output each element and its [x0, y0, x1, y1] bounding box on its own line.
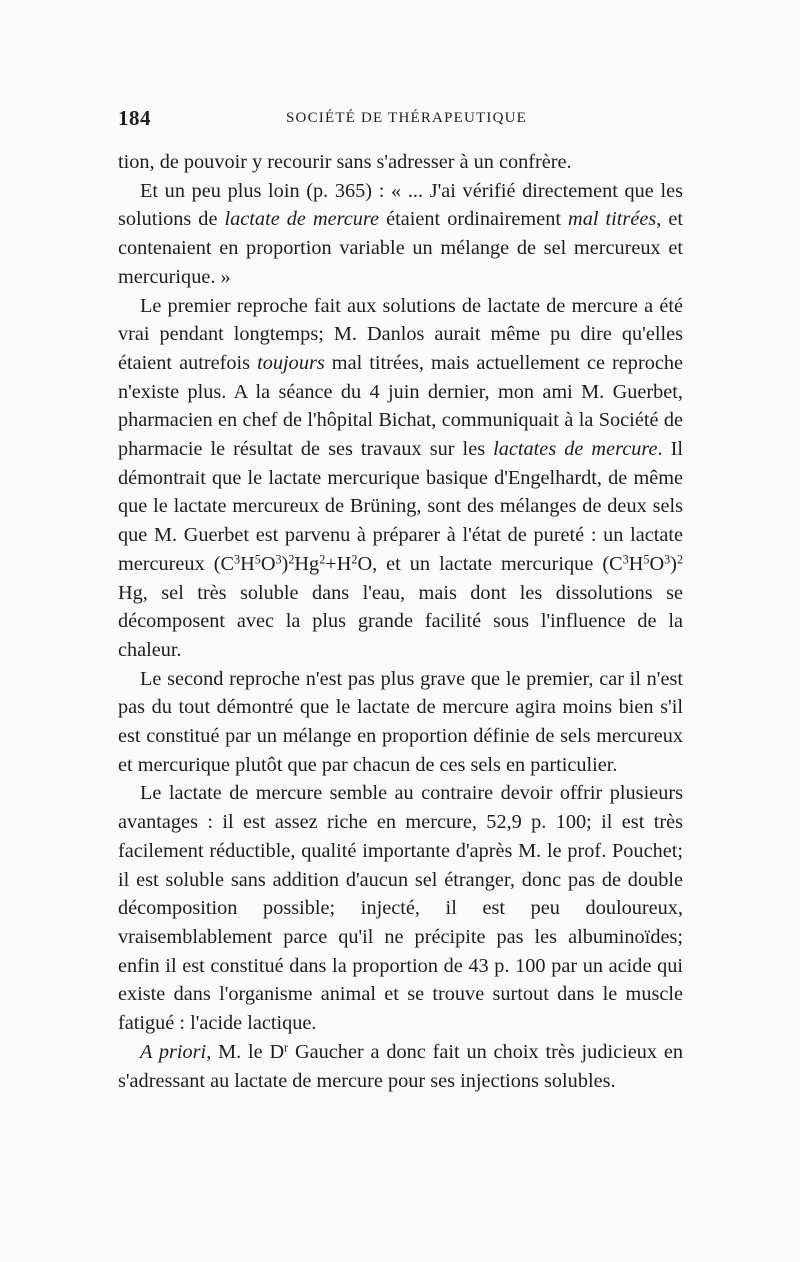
italic-text: toujours — [257, 351, 325, 374]
superscript: 5 — [643, 552, 650, 567]
body-text — [118, 148, 683, 1095]
italic-text: A priori — [140, 1040, 207, 1063]
paragraph — [118, 779, 683, 1037]
text-run: O, et un lactate mercurique (C — [357, 552, 623, 575]
text-run: O — [260, 552, 276, 575]
italic-text: lactates de mercure — [493, 438, 658, 461]
text-run: H — [240, 552, 255, 575]
paragraph — [118, 177, 683, 292]
text-run: Hg — [294, 552, 320, 575]
text-run: Le premier reproche fait aux solutions de lactate de mercure a été vrai pendant longtemps; M. Danlos aurait même pu dire qu'elles étaient autrefois — [118, 294, 683, 374]
italic-text: lactate de mercure — [224, 208, 380, 231]
text-run: O — [649, 552, 665, 575]
text-run: étaient ordinairement — [379, 208, 569, 231]
text-run: H — [628, 552, 644, 575]
text-run: , et contenaient en proportion variable un mélange de sel mercureux et mercurique. » — [118, 208, 684, 288]
text-run: mal titrées, mais actuellement ce reproche n'existe plus. A la séance du 4 juin dernier, mon ami M. Guerbet, pharmacien en chef de l'hôpital Bichat, communiquait à la Société de pharmacie le résultat de ses travaux sur les — [118, 351, 683, 461]
paragraph — [118, 292, 683, 665]
superscript: 3 — [664, 552, 671, 567]
text-run: Le lactate de mercure semble au contraire devoir offrir plusieurs avantages : il est assez riche en mercure, 52,9 p. 100; il est très facilement réductible, qualité importante d'après M. le prof. Pouchet; il est soluble sans addition d'aucun sel étranger, donc pas de double décomposition possible; injecté, il est peu douloureux, vraisemblablement parce qu'il ne précipite pas les albuminoïdes; enfin il est constitué dans la proportion de 43 p. 100 par un acide qui existe dans l'organisme animal et se trouve surtout dans le muscle fatigué : l'acide lactique. — [118, 782, 683, 1035]
page-number: 184 — [118, 106, 151, 130]
text-run: Hg, sel très soluble dans l'eau, mais dont les dissolutions se décomposent avec la plus grande facilité sous l'influence de la chaleur. — [118, 581, 683, 661]
text-run: tion, de pouvoir y recourir sans s'adresser à un confrère. — [118, 151, 572, 173]
text-run: Le second reproche n'est pas plus grave que le premier, car il n'est pas du tout démontré que le lactate de mercure agira moins bien s'il est constitué par un mélange en proportion définie de sels mercureux et mercurique plutôt que par chacun de ces sels en particulier. — [118, 667, 683, 776]
paragraph — [118, 665, 683, 780]
paragraph — [118, 1038, 683, 1095]
superscript: 5 — [254, 552, 261, 567]
superscript: 3 — [622, 552, 629, 567]
text-run: +H — [325, 552, 352, 575]
italic-text: mal titrées — [568, 208, 657, 231]
text-run: ) — [281, 552, 289, 575]
text-run: ) — [670, 552, 677, 575]
page-header — [118, 106, 683, 136]
text-run: , M. le D — [206, 1040, 285, 1063]
superscript: 2 — [288, 552, 295, 567]
superscript: 2 — [351, 552, 358, 567]
superscript: 2 — [319, 552, 326, 567]
superscript: 3 — [275, 552, 282, 567]
text-run: . Il démontrait que le lactate mercurique basique d'Engelhardt, de même que le lactate mercureux de Brüning, sont des mélanges de deux sels que M. Guerbet est parvenu à préparer à l'état de pureté : un lactate mercureux (C — [118, 438, 683, 575]
text-run: Gaucher a donc fait un choix très judicieux en s'adressant au lactate de mercure pour ses injections solubles. — [118, 1040, 683, 1092]
superscript: r — [284, 1040, 289, 1055]
text-run: Et un peu plus loin (p. 365) : « ... J'ai vérifié directement que les solutions de — [118, 179, 683, 231]
superscript: 2 — [676, 552, 684, 567]
superscript: 3 — [234, 552, 241, 567]
paragraph — [118, 148, 683, 177]
running-title: SOCIÉTÉ DE THÉRAPEUTIQUE — [286, 110, 528, 126]
